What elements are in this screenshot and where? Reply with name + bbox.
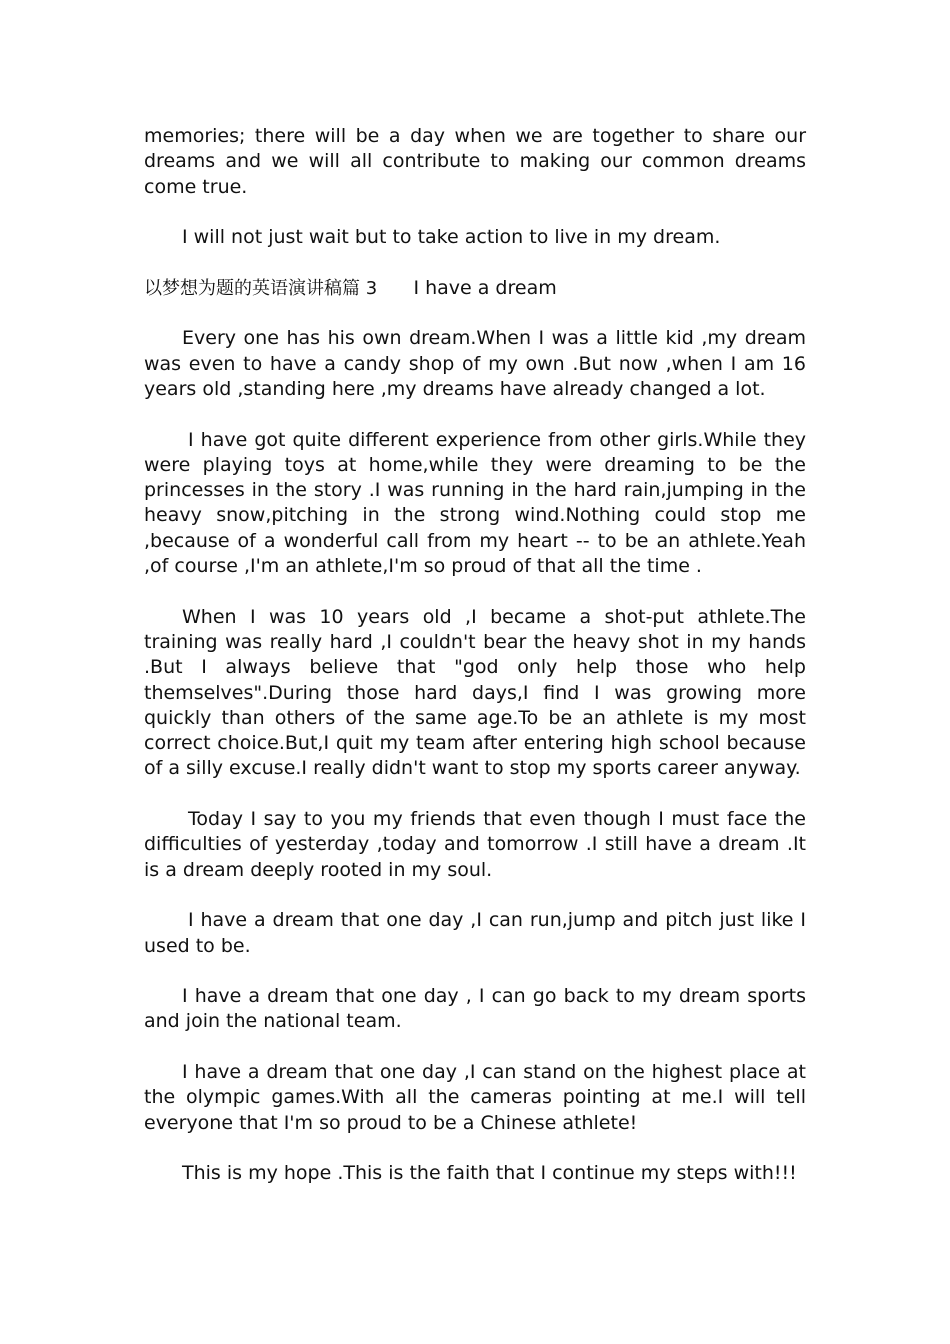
speech-paragraph-8: This is my hope .This is the faith that I continue my steps with!!! — [182, 1162, 797, 1185]
speech-paragraph-4: Today I say to you my friends that even though I must face the difficulties of yesterday ,today and tomorrow .I still have a dream .It is a dream deeply rooted in my soul. — [144, 808, 806, 881]
speech-paragraph-6: I have a dream that one day , I can go back to my dream sports and join the national team. — [144, 985, 806, 1033]
section-cn-title: 以梦想为题的英语演讲稿篇 3 — [144, 277, 378, 299]
section-en-title: I have a dream — [413, 276, 557, 299]
section-heading — [144, 276, 806, 301]
speech-paragraph-5: I have a dream that one day ,I can run,jump and pitch just like I used to be. — [144, 909, 806, 957]
speech-paragraph-3: When I was 10 years old ,I became a shot-put athlete.The training was really hard ,I couldn't bear the heavy shot in my hands .But I always believe that "god only help those who help themselves".During those hard days,I find I was growing more quickly than others of the same age.To be an athlete is my most correct choice.But,I quit my team after entering high school because of a silly excuse.I really didn't want to stop my sports career anyway. — [144, 605, 806, 780]
speech-paragraph-1: Every one has his own dream.When I was a little kid ,my dream was even to have a candy shop of my own .But now ,when I am 16 years old ,standing here ,my dreams have already changed a lot. — [144, 327, 806, 400]
speech-paragraph-7: I have a dream that one day ,I can stand on the highest place at the olympic games.With all the cameras pointing at me.I will tell everyone that I'm so proud to be a Chinese athlete! — [144, 1060, 806, 1134]
speech-paragraph-2: I have got quite different experience from other girls.While they were playing toys at home,while they were dreaming to be the princesses in the story .I was running in the hard rain,jumping in the heavy snow,pitching in the strong wind.Nothing could stop me ,because of a wonderful call from my heart -- to be an athlete.Yeah ,of course ,I'm an athlete,I'm so proud of that all the time . — [144, 428, 806, 578]
paragraph-continuation: memories; there will be a day when we are together to share our dreams and we will all contribute to making our common dreams come true. — [144, 125, 806, 198]
paragraph-action: I will not just wait but to take action to live in my dream. — [182, 226, 721, 249]
document-page — [144, 124, 806, 1212]
